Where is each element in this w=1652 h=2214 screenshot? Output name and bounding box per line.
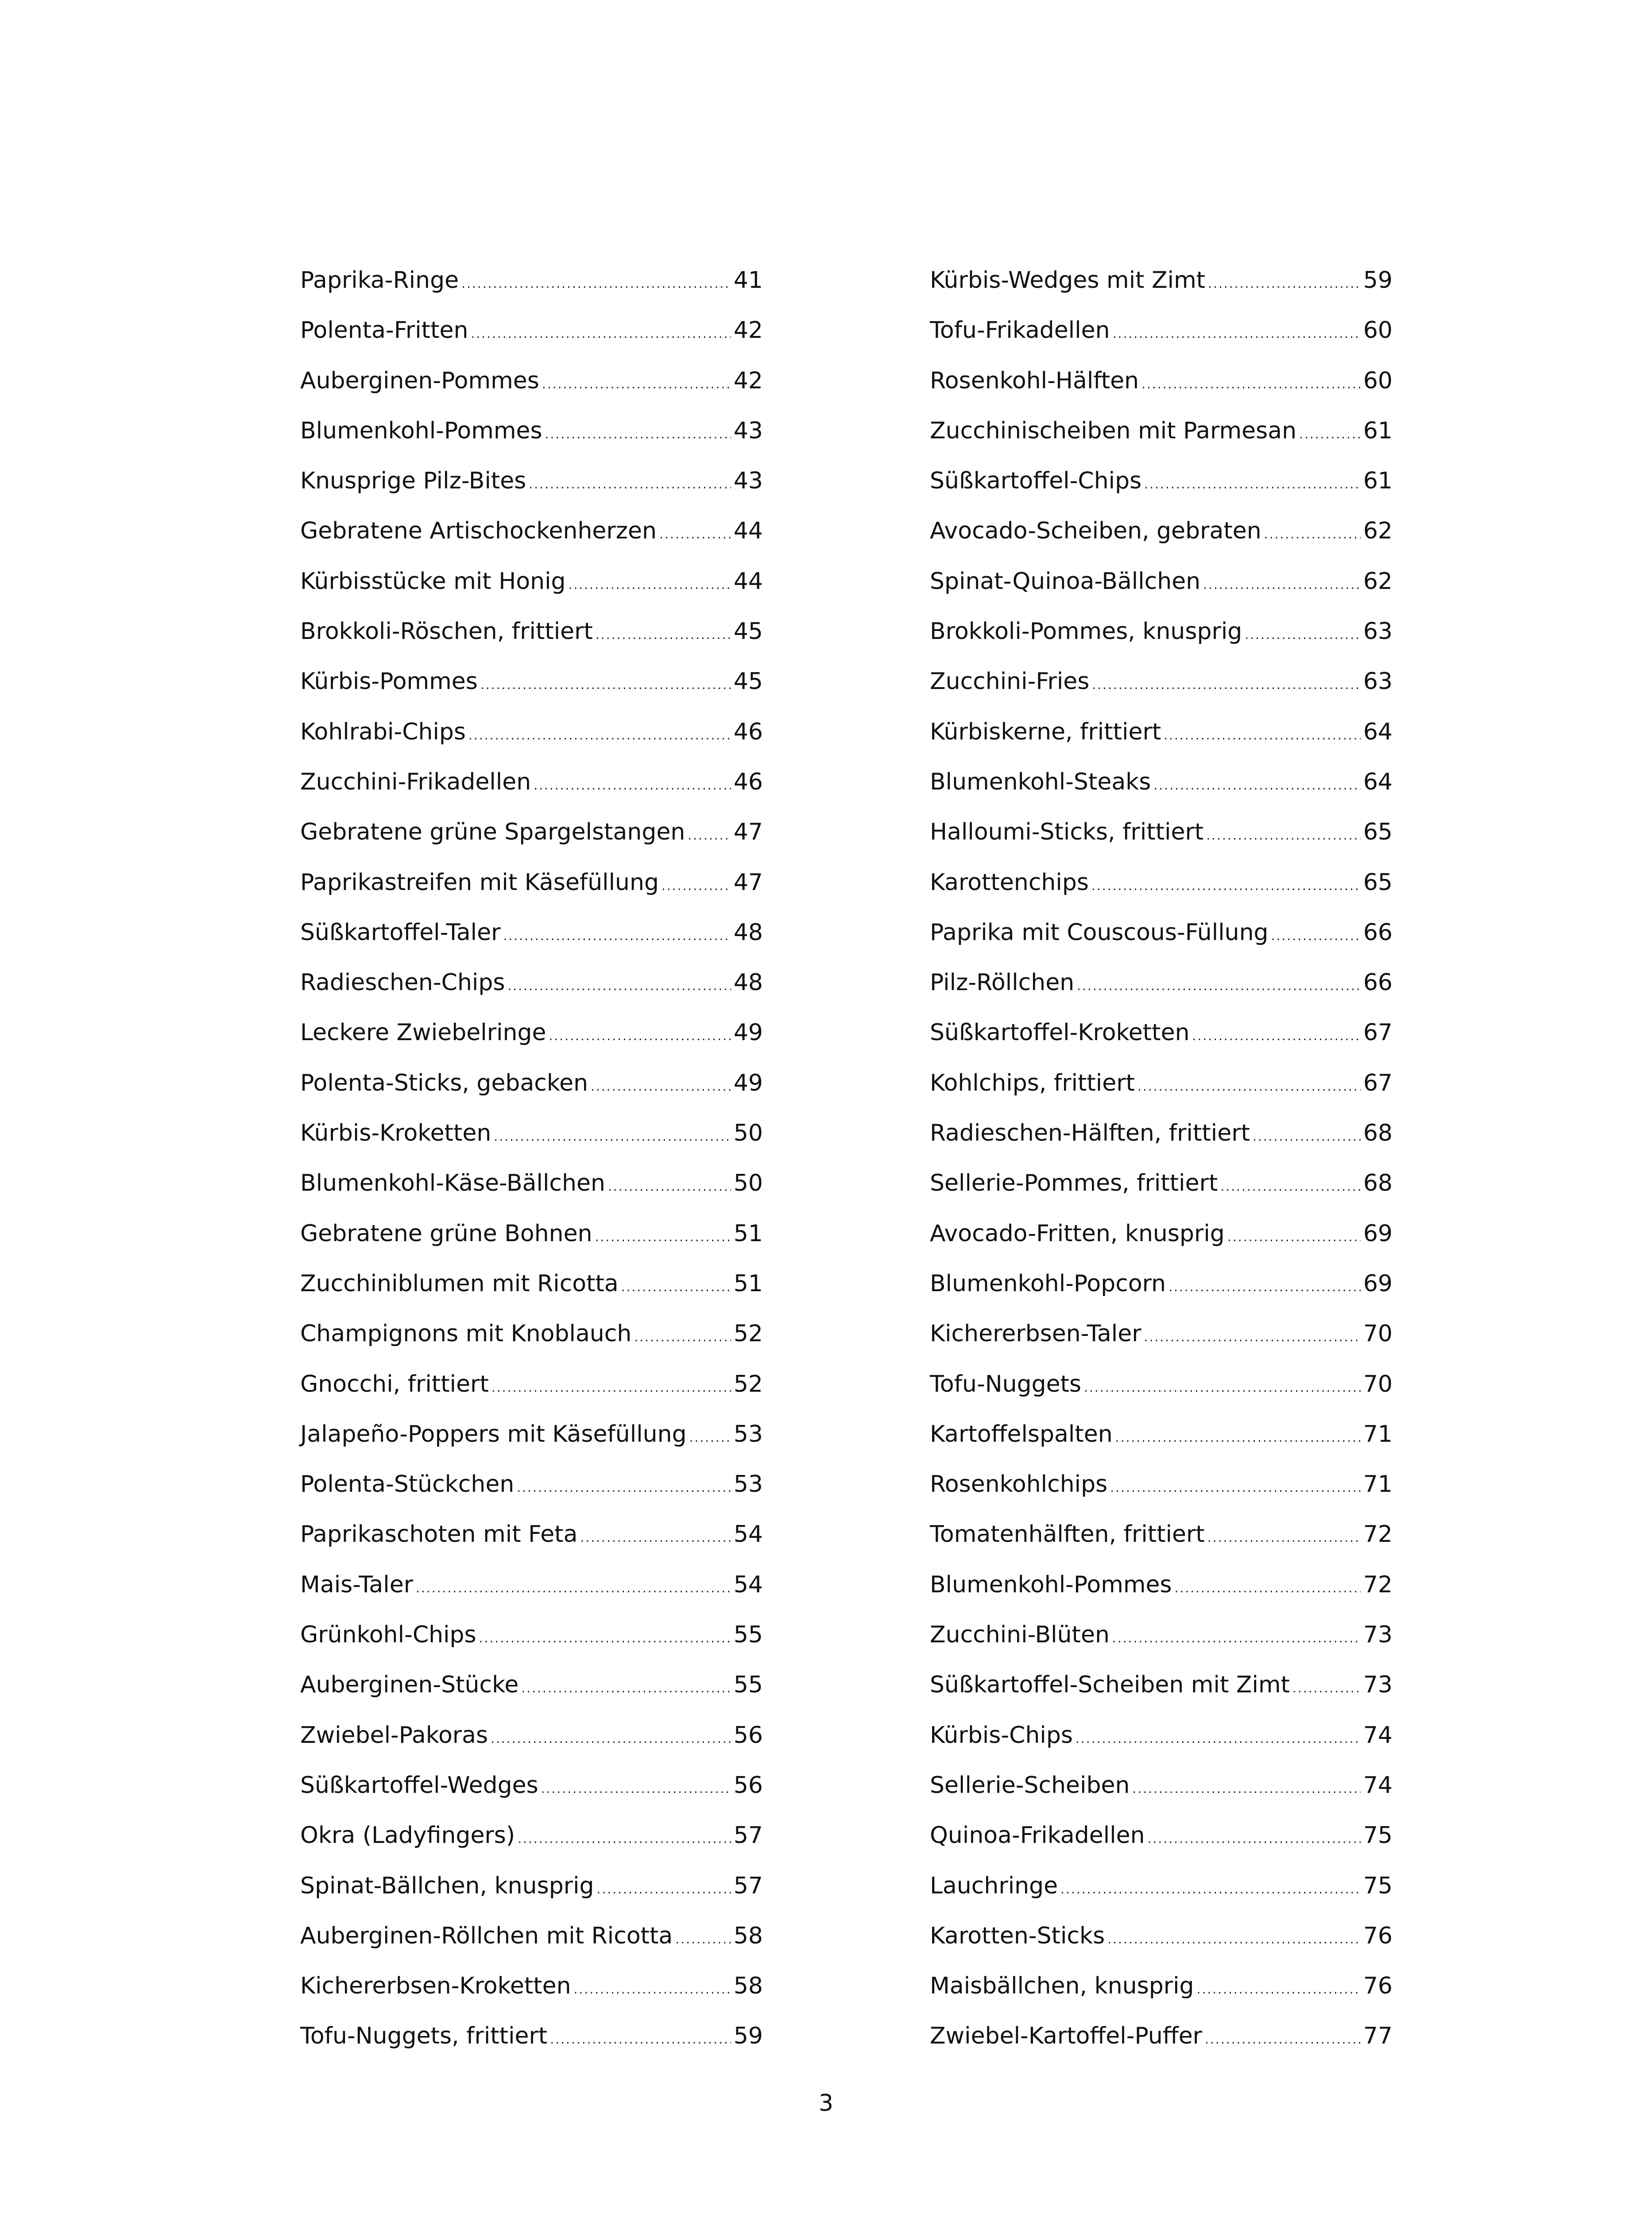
- toc-entry-title: Süßkartoffel-Chips: [930, 468, 1142, 495]
- toc-entry-page-number: 66: [1363, 919, 1393, 946]
- toc-entry: [300, 456, 763, 506]
- dot-leader: [1220, 1161, 1360, 1212]
- dot-leader: [1110, 1463, 1361, 1513]
- toc-entry: [300, 406, 763, 456]
- toc-entry-title: Paprika-Ringe: [300, 267, 459, 294]
- toc-entry-title: Brokkoli-Pommes, knusprig: [930, 618, 1242, 645]
- toc-entry: [930, 1409, 1393, 1459]
- toc-entry: [300, 707, 763, 757]
- toc-entry-page-number: 74: [1363, 1772, 1393, 1799]
- toc-entry-title: Tofu-Nuggets, frittiert: [300, 2023, 548, 2050]
- dot-leader: [518, 1814, 731, 1864]
- toc-entry-page-number: 63: [1363, 668, 1393, 695]
- toc-entry-title: Kürbis-Chips: [930, 1722, 1073, 1749]
- toc-entry: [930, 406, 1393, 456]
- toc-entry: [300, 506, 763, 556]
- toc-entry: [930, 1961, 1393, 2011]
- dot-leader: [494, 1111, 731, 1161]
- toc-entry: [300, 356, 763, 406]
- toc-entry-title: Brokkoli-Röschen, frittiert: [300, 618, 593, 645]
- toc-entry-title: Kohlrabi-Chips: [300, 718, 466, 745]
- toc-entry-title: Mais-Taler: [300, 1571, 414, 1598]
- toc-entry-page-number: 51: [733, 1220, 763, 1247]
- toc-entry: [300, 1610, 763, 1660]
- dot-leader: [529, 459, 731, 509]
- toc-entry: [930, 958, 1393, 1008]
- toc-entry-page-number: 73: [1363, 1622, 1393, 1649]
- toc-entry-page-number: 44: [733, 568, 763, 595]
- dot-leader: [1084, 1362, 1361, 1413]
- toc-entry: [300, 1811, 763, 1861]
- toc-entry-title: Auberginen-Pommes: [300, 367, 539, 394]
- dot-leader: [545, 409, 731, 459]
- toc-entry-page-number: 68: [1363, 1120, 1393, 1147]
- toc-entry-page-number: 55: [733, 1622, 763, 1649]
- dot-leader: [1077, 961, 1361, 1011]
- toc-entry-page-number: 42: [733, 367, 763, 394]
- toc-entry-page-number: 53: [733, 1471, 763, 1498]
- dot-leader: [534, 760, 731, 810]
- dot-leader: [634, 1312, 731, 1362]
- toc-entry-page-number: 71: [1363, 1471, 1393, 1498]
- dot-leader: [503, 911, 731, 961]
- toc-entry: [930, 707, 1393, 757]
- toc-entry-page-number: 70: [1363, 1320, 1393, 1347]
- toc-entry: [930, 1459, 1393, 1510]
- dot-leader: [479, 1613, 731, 1663]
- toc-entry-title: Zucchinischeiben mit Parmesan: [930, 417, 1297, 444]
- toc-entry: [300, 908, 763, 958]
- dot-leader: [580, 1513, 731, 1563]
- toc-entry-page-number: 51: [733, 1270, 763, 1297]
- dot-leader: [1208, 259, 1361, 309]
- toc-entry-page-number: 45: [733, 668, 763, 695]
- toc-entry: [930, 858, 1393, 908]
- toc-entry-page-number: 59: [1363, 267, 1393, 294]
- toc-entry: [930, 1209, 1393, 1259]
- toc-entry: [300, 607, 763, 657]
- toc-entry: [300, 1259, 763, 1309]
- dot-leader: [1245, 610, 1361, 660]
- toc-entry-title: Blumenkohl-Steaks: [930, 768, 1151, 795]
- dot-leader: [595, 1212, 731, 1262]
- toc-entry: [300, 1359, 763, 1409]
- toc-entry: [930, 1811, 1393, 1861]
- dot-leader: [1164, 710, 1361, 760]
- toc-entry-page-number: 56: [733, 1722, 763, 1749]
- toc-entry-title: Auberginen-Stücke: [300, 1672, 519, 1699]
- toc-entry: [300, 1309, 763, 1359]
- toc-entry-title: Sellerie-Scheiben: [930, 1772, 1130, 1799]
- toc-entry-title: Gebratene grüne Spargelstangen: [300, 819, 685, 846]
- toc-entry-title: Blumenkohl-Käse-Bällchen: [300, 1170, 605, 1197]
- toc-entry-page-number: 61: [1363, 468, 1393, 495]
- toc-entry: [300, 1459, 763, 1510]
- dot-leader: [1115, 1413, 1361, 1463]
- toc-entry-title: Champignons mit Knoblauch: [300, 1320, 632, 1347]
- dot-leader: [549, 1011, 731, 1061]
- toc-entry-page-number: 42: [733, 317, 763, 344]
- toc-entry-title: Zwiebel-Kartoffel-Puffer: [930, 2023, 1203, 2050]
- toc-entry-page-number: 43: [733, 468, 763, 495]
- dot-leader: [1197, 1964, 1361, 2014]
- toc-entry-page-number: 74: [1363, 1722, 1393, 1749]
- toc-entry-title: Quinoa-Frikadellen: [930, 1822, 1145, 1849]
- toc-entry-title: Kichererbsen-Kroketten: [300, 1973, 571, 2000]
- toc-entry-title: Leckere Zwiebelringe: [300, 1019, 546, 1046]
- toc-entry: [930, 306, 1393, 356]
- dot-leader: [1076, 1714, 1361, 1764]
- toc-entry-page-number: 64: [1363, 768, 1393, 795]
- toc-entry: [930, 1610, 1393, 1660]
- toc-entry-title: Avocado-Fritten, knusprig: [930, 1220, 1225, 1247]
- toc-entry-title: Okra (Ladyfingers): [300, 1822, 515, 1849]
- toc-entry: [300, 807, 763, 857]
- toc-entry-page-number: 52: [733, 1370, 763, 1397]
- toc-entry-title: Kichererbsen-Taler: [930, 1320, 1141, 1347]
- page-number: 3: [818, 2090, 834, 2117]
- toc-entry-page-number: 58: [733, 1922, 763, 1949]
- toc-entry-title: Kürbiskerne, frittiert: [930, 718, 1161, 745]
- toc-entry-page-number: 45: [733, 618, 763, 645]
- toc-entry-page-number: 68: [1363, 1170, 1393, 1197]
- toc-left-column: [300, 255, 763, 2062]
- toc-entry-page-number: 52: [733, 1320, 763, 1347]
- dot-leader: [1148, 1814, 1361, 1864]
- dot-leader: [550, 2014, 731, 2064]
- dot-leader: [461, 259, 731, 309]
- dot-leader: [1206, 810, 1361, 860]
- dot-leader: [574, 1964, 731, 2014]
- toc-entry: [930, 1761, 1393, 1811]
- dot-leader: [621, 1262, 731, 1312]
- dot-leader: [507, 961, 731, 1011]
- toc-entry-page-number: 73: [1363, 1672, 1393, 1699]
- toc-entry-title: Tofu-Nuggets: [930, 1370, 1082, 1397]
- toc-entry-title: Sellerie-Pommes, frittiert: [930, 1170, 1218, 1197]
- dot-leader: [491, 1714, 731, 1764]
- toc-entry-page-number: 60: [1363, 367, 1393, 394]
- dot-leader: [688, 810, 731, 860]
- toc-entry-title: Spinat-Bällchen, knusprig: [300, 1872, 594, 1899]
- toc-entry-page-number: 43: [733, 417, 763, 444]
- toc-entry-page-number: 65: [1363, 869, 1393, 896]
- toc-entry-page-number: 50: [733, 1120, 763, 1147]
- toc-entry-page-number: 53: [733, 1421, 763, 1448]
- toc-entry: [300, 1911, 763, 1961]
- toc-entry-page-number: 41: [733, 267, 763, 294]
- toc-entry-page-number: 46: [733, 718, 763, 745]
- toc-entry: [300, 1711, 763, 1761]
- toc-entry: [930, 1510, 1393, 1560]
- toc-entry: [300, 958, 763, 1008]
- toc-entry-title: Gnocchi, frittiert: [300, 1370, 489, 1397]
- toc-entry-title: Grünkohl-Chips: [300, 1622, 476, 1649]
- dot-leader: [1144, 459, 1361, 509]
- dot-leader: [517, 1463, 731, 1513]
- toc-entry: [300, 657, 763, 707]
- toc-entry-title: Kürbisstücke mit Honig: [300, 568, 566, 595]
- toc-entry-title: Kartoffelspalten: [930, 1421, 1113, 1448]
- toc-entry-title: Karottenchips: [930, 869, 1089, 896]
- dot-leader: [1203, 560, 1361, 610]
- toc-entry: [300, 1158, 763, 1208]
- toc-entry: [930, 356, 1393, 406]
- toc-entry: [300, 1761, 763, 1811]
- toc-right-column: [930, 255, 1393, 2062]
- toc-entry-page-number: 76: [1363, 1922, 1393, 1949]
- toc-entry: [300, 1660, 763, 1710]
- toc-entry-page-number: 54: [733, 1521, 763, 1548]
- dot-leader: [1299, 409, 1361, 459]
- dot-leader: [1091, 861, 1361, 911]
- dot-leader: [1113, 309, 1361, 359]
- toc-entry: [930, 506, 1393, 556]
- toc-entry-page-number: 69: [1363, 1220, 1393, 1247]
- toc-entry-title: Pilz-Röllchen: [930, 969, 1075, 996]
- toc-entry: [930, 456, 1393, 506]
- toc-entry-title: Halloumi-Sticks, frittiert: [930, 819, 1204, 846]
- toc-entry: [300, 1409, 763, 1459]
- dot-leader: [542, 359, 731, 409]
- dot-leader: [1137, 1061, 1361, 1111]
- toc-entry-title: Knusprige Pilz-Bites: [300, 468, 526, 495]
- dot-leader: [491, 1362, 731, 1413]
- toc-entry: [930, 1108, 1393, 1158]
- toc-entry: [300, 1058, 763, 1108]
- dot-leader: [1092, 660, 1360, 710]
- toc-entry-page-number: 69: [1363, 1270, 1393, 1297]
- toc-entry-page-number: 47: [733, 819, 763, 846]
- toc-entry-title: Radieschen-Hälften, frittiert: [930, 1120, 1250, 1147]
- toc-entry: [300, 1861, 763, 1911]
- toc-entry: [300, 557, 763, 607]
- toc-entry-title: Rosenkohlchips: [930, 1471, 1108, 1498]
- toc-entry-title: Jalapeño-Poppers mit Käsefüllung: [300, 1421, 687, 1448]
- toc-entry-page-number: 71: [1363, 1421, 1393, 1448]
- toc-entry: [930, 1008, 1393, 1058]
- dot-leader: [416, 1563, 731, 1613]
- toc-entry: [300, 1560, 763, 1610]
- toc-entry: [300, 1209, 763, 1259]
- toc-entry: [300, 858, 763, 908]
- toc-entry-page-number: 48: [733, 919, 763, 946]
- toc-entry-title: Maisbällchen, knusprig: [930, 1973, 1194, 2000]
- toc-entry-page-number: 57: [733, 1872, 763, 1899]
- toc-entry: [930, 1058, 1393, 1108]
- toc-entry: [300, 2011, 763, 2061]
- toc-entry-page-number: 61: [1363, 417, 1393, 444]
- toc-entry: [930, 2011, 1393, 2061]
- toc-entry-page-number: 77: [1363, 2023, 1393, 2050]
- toc-entry: [930, 1861, 1393, 1911]
- toc-entry: [300, 1961, 763, 2011]
- toc-entry: [300, 757, 763, 807]
- toc-entry-page-number: 72: [1363, 1571, 1393, 1598]
- toc-entry-title: Lauchringe: [930, 1872, 1058, 1899]
- toc-entry-page-number: 60: [1363, 317, 1393, 344]
- dot-leader: [569, 560, 731, 610]
- toc-entry-page-number: 49: [733, 1069, 763, 1096]
- toc-entry: [930, 1711, 1393, 1761]
- toc-entry-page-number: 46: [733, 768, 763, 795]
- toc-entry-page-number: 50: [733, 1170, 763, 1197]
- toc-entry-title: Blumenkohl-Popcorn: [930, 1270, 1166, 1297]
- toc-entry-title: Kürbis-Kroketten: [300, 1120, 491, 1147]
- toc-entry: [930, 255, 1393, 306]
- toc-entry-title: Blumenkohl-Pommes: [930, 1571, 1172, 1598]
- dot-leader: [1227, 1212, 1361, 1262]
- toc-entry-page-number: 56: [733, 1772, 763, 1799]
- toc-entry-title: Spinat-Quinoa-Bällchen: [930, 568, 1201, 595]
- dot-leader: [471, 309, 731, 359]
- toc-entry-title: Kürbis-Pommes: [300, 668, 478, 695]
- toc-entry: [300, 1008, 763, 1058]
- dot-leader: [1132, 1764, 1360, 1814]
- toc-entry-title: Zwiebel-Pakoras: [300, 1722, 488, 1749]
- toc-entry-title: Polenta-Sticks, gebacken: [300, 1069, 588, 1096]
- dot-leader: [1271, 911, 1361, 961]
- toc-entry: [930, 807, 1393, 857]
- dot-leader: [1107, 1914, 1361, 1964]
- toc-entry-page-number: 70: [1363, 1370, 1393, 1397]
- toc-entry-page-number: 62: [1363, 568, 1393, 595]
- toc-entry-title: Gebratene Artischockenherzen: [300, 518, 657, 545]
- toc-entry: [300, 1108, 763, 1158]
- dot-leader: [1144, 1312, 1361, 1362]
- toc-entry-title: Blumenkohl-Pommes: [300, 417, 542, 444]
- toc-entry-page-number: 66: [1363, 969, 1393, 996]
- toc-entry-title: Zucchiniblumen mit Ricotta: [300, 1270, 619, 1297]
- toc-entry-page-number: 75: [1363, 1872, 1393, 1899]
- toc-entry-page-number: 47: [733, 869, 763, 896]
- toc-entry-page-number: 55: [733, 1672, 763, 1699]
- toc-entry-title: Süßkartoffel-Scheiben mit Zimt: [930, 1672, 1290, 1699]
- toc-entry-page-number: 54: [733, 1571, 763, 1598]
- toc-entry: [930, 557, 1393, 607]
- toc-entry-page-number: 67: [1363, 1069, 1393, 1096]
- dot-leader: [608, 1161, 731, 1212]
- toc-entry-title: Gebratene grüne Bohnen: [300, 1220, 592, 1247]
- toc-entry-title: Radieschen-Chips: [300, 969, 505, 996]
- toc-entry: [930, 1660, 1393, 1710]
- dot-leader: [1175, 1563, 1361, 1613]
- toc-entry-title: Süßkartoffel-Wedges: [300, 1772, 538, 1799]
- dot-leader: [1292, 1663, 1361, 1713]
- toc-entry-page-number: 63: [1363, 618, 1393, 645]
- toc-entry-title: Süßkartoffel-Taler: [300, 919, 501, 946]
- toc-entry-title: Zucchini-Fries: [930, 668, 1090, 695]
- toc-entry-title: Polenta-Stückchen: [300, 1471, 515, 1498]
- dot-leader: [468, 710, 731, 760]
- toc-entry: [930, 657, 1393, 707]
- dot-leader: [1205, 2014, 1361, 2064]
- toc-entry-title: Paprika mit Couscous-Füllung: [930, 919, 1269, 946]
- toc-entry: [930, 1560, 1393, 1610]
- toc-entry: [930, 757, 1393, 807]
- toc-entry-title: Polenta-Fritten: [300, 317, 468, 344]
- toc-entry-title: Tofu-Frikadellen: [930, 317, 1110, 344]
- dot-leader: [659, 509, 731, 559]
- dot-leader: [1207, 1513, 1361, 1563]
- toc-entry-page-number: 75: [1363, 1822, 1393, 1849]
- toc-entry-page-number: 62: [1363, 518, 1393, 545]
- dot-leader: [1264, 509, 1361, 559]
- dot-leader: [597, 1864, 731, 1914]
- toc-entry-page-number: 49: [733, 1019, 763, 1046]
- toc-entry-title: Kohlchips, frittiert: [930, 1069, 1135, 1096]
- toc-entry-title: Karotten-Sticks: [930, 1922, 1105, 1949]
- toc-entry-title: Avocado-Scheiben, gebraten: [930, 518, 1261, 545]
- toc-entry-title: Zucchini-Frikadellen: [300, 768, 531, 795]
- dot-leader: [1141, 359, 1361, 409]
- toc-entry-title: Zucchini-Blüten: [930, 1622, 1110, 1649]
- toc-entry-page-number: 57: [733, 1822, 763, 1849]
- dot-leader: [480, 660, 731, 710]
- toc-entry: [930, 1911, 1393, 1961]
- toc-entry-title: Rosenkohl-Hälften: [930, 367, 1139, 394]
- toc-entry: [930, 1158, 1393, 1208]
- toc-entry: [930, 1359, 1393, 1409]
- toc-entry: [300, 255, 763, 306]
- toc-entry-page-number: 76: [1363, 1973, 1393, 2000]
- dot-leader: [596, 610, 731, 660]
- dot-leader: [541, 1764, 731, 1814]
- dot-leader: [521, 1663, 731, 1713]
- toc-entry: [930, 1259, 1393, 1309]
- toc-entry: [930, 607, 1393, 657]
- toc-entry-page-number: 72: [1363, 1521, 1393, 1548]
- toc-entry-title: Kürbis-Wedges mit Zimt: [930, 267, 1206, 294]
- dot-leader: [1060, 1864, 1361, 1914]
- toc-entry-title: Paprikaschoten mit Feta: [300, 1521, 578, 1548]
- toc-entry: [300, 1510, 763, 1560]
- dot-leader: [1192, 1011, 1361, 1061]
- toc-entry-page-number: 48: [733, 969, 763, 996]
- dot-leader: [675, 1914, 731, 1964]
- dot-leader: [1253, 1111, 1361, 1161]
- toc-entry-title: Paprikastreifen mit Käsefüllung: [300, 869, 659, 896]
- toc-entry-page-number: 44: [733, 518, 763, 545]
- dot-leader: [1153, 760, 1360, 810]
- dot-leader: [591, 1061, 731, 1111]
- toc-entry-title: Auberginen-Röllchen mit Ricotta: [300, 1922, 673, 1949]
- toc-entry: [930, 1309, 1393, 1359]
- dot-leader: [662, 861, 731, 911]
- toc-entry-title: Süßkartoffel-Kroketten: [930, 1019, 1190, 1046]
- toc-entry: [930, 908, 1393, 958]
- dot-leader: [1168, 1262, 1361, 1312]
- toc-entry-title: Tomatenhälften, frittiert: [930, 1521, 1205, 1548]
- toc-entry-page-number: 64: [1363, 718, 1393, 745]
- toc-entry-page-number: 59: [733, 2023, 763, 2050]
- dot-leader: [1112, 1613, 1361, 1663]
- toc-entry-page-number: 65: [1363, 819, 1393, 846]
- toc-entry: [300, 306, 763, 356]
- toc-entry-page-number: 67: [1363, 1019, 1393, 1046]
- dot-leader: [689, 1413, 731, 1463]
- toc-entry-page-number: 58: [733, 1973, 763, 2000]
